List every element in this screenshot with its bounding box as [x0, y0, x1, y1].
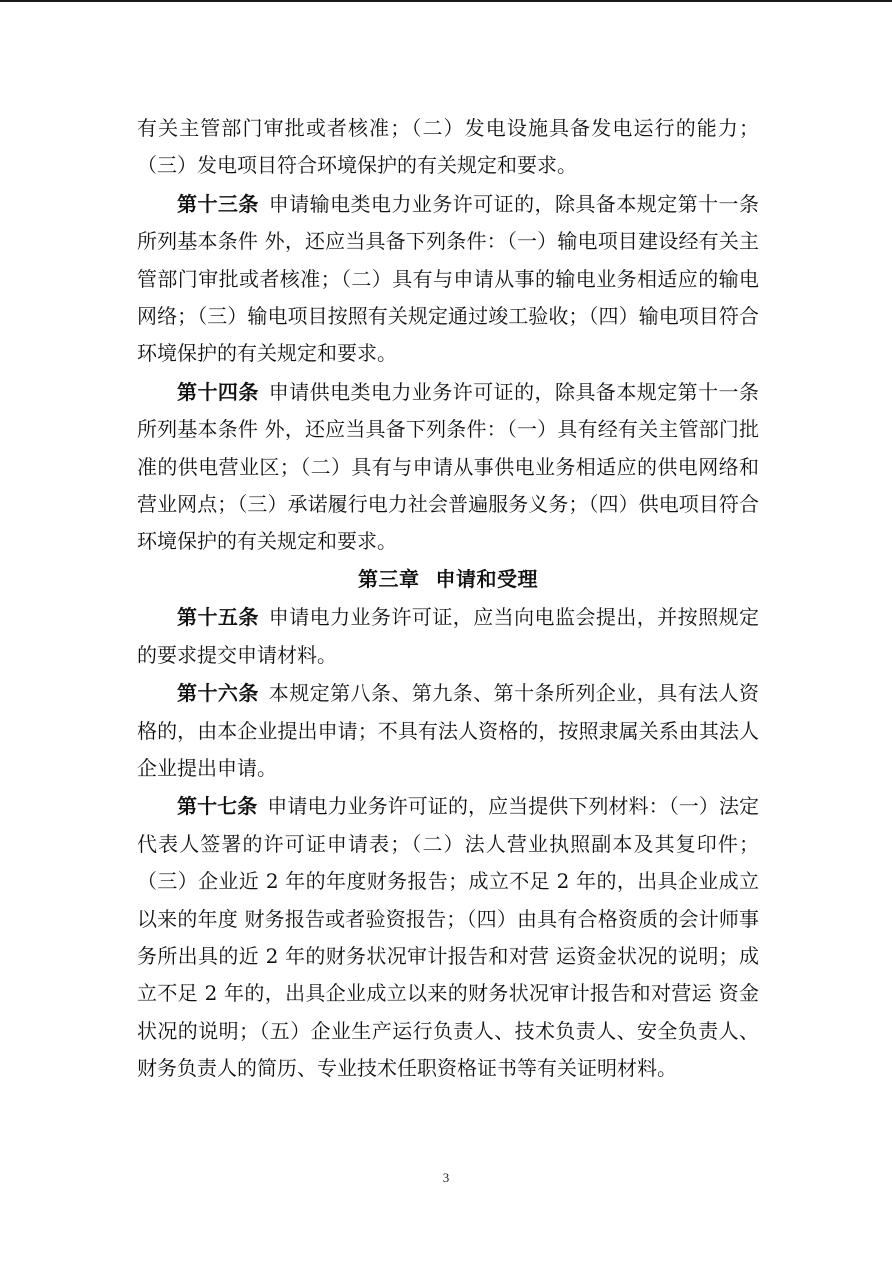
article-17	[137, 788, 759, 1087]
article-13-label: 第十三条	[177, 191, 259, 216]
article-17-label: 第十七条	[177, 794, 258, 819]
article-14	[137, 374, 759, 561]
article-15	[137, 599, 759, 674]
article-15-label: 第十五条	[177, 605, 259, 630]
page-number: 3	[442, 1170, 450, 1185]
chapter-number: 第三章	[358, 566, 420, 591]
chapter-title: 申请和受理	[435, 566, 538, 591]
article-16-text: 本规定第八条、第九条、第十条所列企业，具有法人资格的，由本企业提出申请；不具有法人资格的，按照隶属关系由其法人企业提出申请。	[137, 681, 760, 780]
article-13-text: 申请输电类电力业务许可证的，除具备本规定第十一条所列基本条件 外，还应当具备下列条件：（一）输电项目建设经有关主管部门审批或者核准；（二）具有与申请从事的输电业务相适应的输电网络；（三）输电项目按照有关规定通过竣工验收；（四）输电项目符合环境保护的有关规定和要求。	[137, 191, 760, 366]
article-17-text: 申请电力业务许可证的，应当提供下列材料：（一）法定代表人签署的许可证申请表；（二）法人营业执照副本及其复印件；（三）企业近 2 年的年度财务报告；成立不足 2 年的，出具企业成立以来的年度 财务报告或者验资报告；（四）由具有合格资质的会计师事务所出具的近 2 年的财务状况审计报告和对营 运资金状况的说明；成立不足 2 年的，出具企业成立以来的财务状况审计报告和对营运 资金状况的说明；（五）企业生产运行负责人、技术负责人、安全负责人、财务负责人的简历、专业技术任职资格证书等有关证明材料。	[137, 794, 760, 1081]
article-14-text: 申请供电类电力业务许可证的，除具备本规定第十一条所列基本条件 外，还应当具备下列条件：（一）具有经有关主管部门批准的供电营业区；（二）具有与申请从事供电业务相适应的供电网络和营业网点；（三）承诺履行电力社会普遍服务义务；（四）供电项目符合环境保护的有关规定和要求。	[137, 379, 760, 554]
article-14-label: 第十四条	[177, 379, 259, 404]
continuation-paragraph: 有关主管部门审批或者核准；（二）发电设施具备发电运行的能力；（三）发电项目符合环境保护的有关规定和要求。	[137, 116, 759, 178]
article-15-text: 申请电力业务许可证，应当向电监会提出，并按照规定的要求提交申请材料。	[137, 605, 760, 667]
chapter-heading	[137, 561, 759, 598]
top-border-line	[0, 0, 892, 2]
document-body	[137, 110, 759, 1088]
article-16	[137, 675, 759, 787]
article-16-label: 第十六条	[177, 681, 259, 706]
article-13	[137, 186, 759, 373]
